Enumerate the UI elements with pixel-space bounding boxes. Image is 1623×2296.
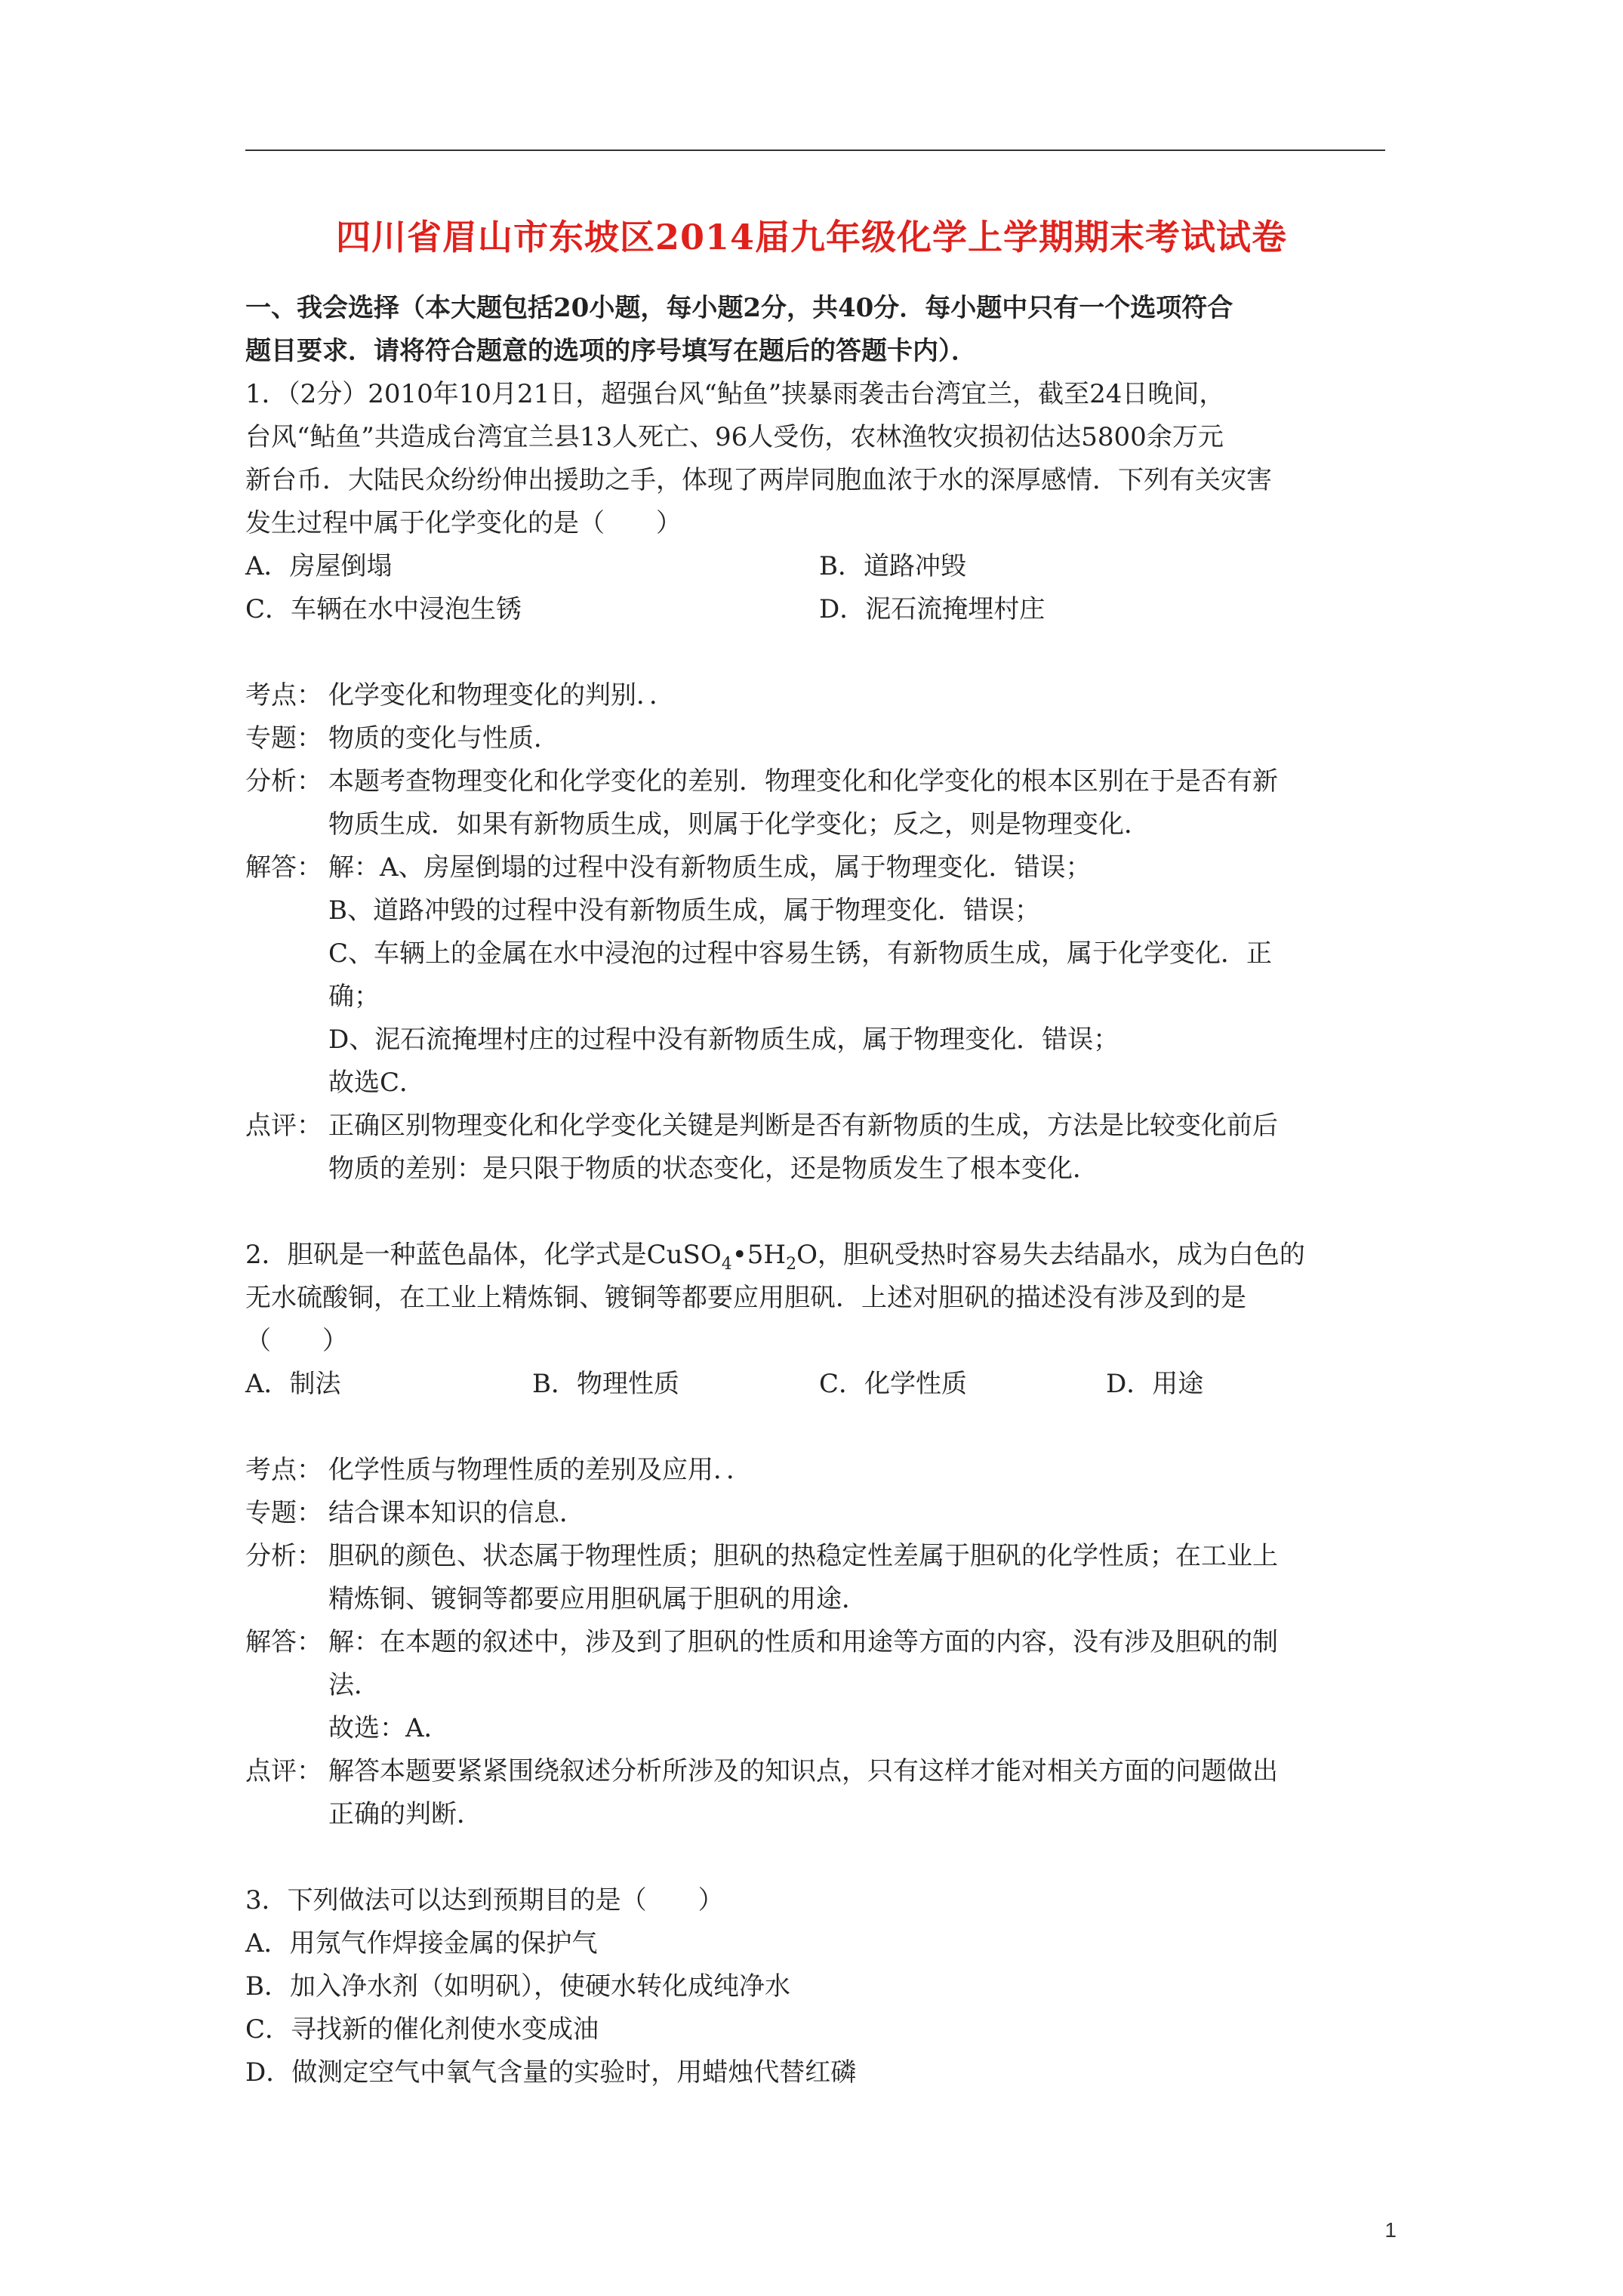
section-heading-line: 题目要求．请将符合题意的选项的序号填写在题后的答题卡内）． <box>245 336 977 366</box>
zhuanti-label: 专题： <box>245 723 322 754</box>
dianping-label: 点评： <box>245 1756 322 1786</box>
option-d: D．用途 <box>1106 1369 1204 1399</box>
q2-subscript: 4 <box>721 1254 732 1274</box>
q2-zhuanti <box>245 1492 1393 1535</box>
jieda-label: 解答： <box>245 852 322 883</box>
q2-jieda <box>245 1621 1393 1750</box>
section-heading-line: 一、我会选择（本大题包括20小题，每小题2分，共40分．每小题中只有一个选项符合 <box>245 293 1233 323</box>
question-1-options-row <box>245 545 1393 588</box>
q2-subscript: 2 <box>786 1254 797 1274</box>
fenxi-text: 本题考查物理变化和化学变化的差别．物理变化和化学变化的根本区别在于是否有新 <box>328 766 1278 797</box>
dianping-label: 点评： <box>245 1111 322 1141</box>
dianping-text: 物质的差别：是只限于物质的状态变化，还是物质发生了根本变化． <box>328 1154 1098 1184</box>
spacer <box>245 631 1393 674</box>
option-c: C．车辆在水中浸泡生锈 <box>245 594 522 624</box>
dianping-text: 正确区别物理变化和化学变化关键是判断是否有新物质的生成，方法是比较变化前后 <box>328 1111 1278 1141</box>
question-1-stem: 台风“鲇鱼”共造成台湾宜兰县13人死亡、96人受伤，农林渔牧灾损初估达5800余万元 <box>245 422 1224 452</box>
option-b: B．道路冲毁 <box>819 551 966 581</box>
jieda-label: 解答： <box>245 1627 322 1657</box>
jieda-text: B、道路冲毁的过程中没有新物质生成，属于物理变化．错误； <box>328 895 1040 926</box>
q2-kaodian <box>245 1449 1393 1492</box>
question-2-stem: （ ） <box>245 1326 348 1356</box>
question-1-stem: 1．（2分）2010年10月21日，超强台风“鲇鱼”挟暴雨袭击台湾宜兰，截至24日晚间， <box>245 379 1225 409</box>
option-a: A．房屋倒塌 <box>245 551 393 581</box>
question-2-stem <box>245 1234 1393 1277</box>
q1-fenxi <box>245 760 1393 846</box>
dianping-text: 解答本题要紧紧围绕叙述分析所涉及的知识点，只有这样才能对相关方面的问题做出 <box>328 1756 1278 1786</box>
option-b: B．加入净水剂（如明矾），使硬水转化成纯净水 <box>245 1971 790 2002</box>
fenxi-text: 精炼铜、镀铜等都要应用胆矾属于胆矾的用途． <box>328 1584 867 1614</box>
dianping-text: 正确的判断． <box>328 1799 482 1829</box>
q2-stem-part: 2．胆矾是一种蓝色晶体，化学式是CuSO <box>245 1240 722 1270</box>
fenxi-label: 分析： <box>245 766 322 797</box>
page-title: 四川省眉山市东坡区2014届九年级化学上学期期末考试试卷 <box>335 217 1288 257</box>
option-c: C．寻找新的催化剂使水变成油 <box>245 2014 599 2045</box>
jieda-text: 故选C． <box>328 1068 426 1098</box>
jieda-text: 确； <box>328 982 380 1012</box>
question-1-options-row <box>245 588 1393 631</box>
fenxi-text: 胆矾的颜色、状态属于物理性质；胆矾的热稳定性差属于胆矾的化学性质；在工业上 <box>328 1541 1278 1571</box>
document-body <box>245 287 1393 2094</box>
page-number: 1 <box>1384 2218 1397 2242</box>
q2-fenxi <box>245 1535 1393 1621</box>
jieda-text: 解：在本题的叙述中，涉及到了胆矾的性质和用途等方面的内容，没有涉及胆矾的制 <box>328 1627 1278 1657</box>
q2-stem-part: •5H <box>731 1240 787 1270</box>
kaodian-text: 化学性质与物理性质的差别及应用．． <box>328 1455 752 1485</box>
option-b: B．物理性质 <box>532 1369 679 1399</box>
zhuanti-text: 结合课本知识的信息． <box>328 1498 585 1528</box>
jieda-text: C、车辆上的金属在水中浸泡的过程中容易生锈，有新物质生成，属于化学变化．正 <box>328 938 1273 969</box>
spacer <box>245 1191 1393 1234</box>
jieda-text: 解：A、房屋倒塌的过程中没有新物质生成，属于物理变化．错误； <box>328 852 1092 883</box>
fenxi-label: 分析： <box>245 1541 322 1571</box>
question-2-stem: 无水硫酸铜，在工业上精炼铜、镀铜等都要应用胆矾．上述对胆矾的描述没有涉及到的是 <box>245 1283 1246 1313</box>
q2-stem-part: O，胆矾受热时容易失去结晶水，成为白色的 <box>796 1240 1305 1270</box>
option-a: A．用氖气作焊接金属的保护气 <box>245 1928 598 1959</box>
option-a: A．制法 <box>245 1369 341 1399</box>
q1-kaodian <box>245 674 1393 717</box>
option-d: D．做测定空气中氧气含量的实验时，用蜡烛代替红磷 <box>245 2057 857 2088</box>
zhuanti-label: 专题： <box>245 1498 322 1528</box>
question-3-stem: 3．下列做法可以达到预期目的是（ ） <box>245 1885 724 1915</box>
q1-zhuanti <box>245 717 1393 760</box>
question-1-stem: 新台币．大陆民众纷纷伸出援助之手，体现了两岸同胞血浓于水的深厚感情．下列有关灾害 <box>245 465 1272 495</box>
option-d: D．泥石流掩埋村庄 <box>819 594 1046 624</box>
jieda-text: D、泥石流掩埋村庄的过程中没有新物质生成，属于物理变化．错误； <box>328 1025 1119 1055</box>
header-rule <box>245 149 1385 151</box>
kaodian-label: 考点： <box>245 680 322 710</box>
jieda-text: 法． <box>328 1670 380 1700</box>
kaodian-label: 考点： <box>245 1455 322 1485</box>
spacer <box>245 1836 1393 1879</box>
kaodian-text: 化学变化和物理变化的判别．． <box>328 680 675 710</box>
question-1-stem: 发生过程中属于化学变化的是（ ） <box>245 508 682 538</box>
q2-dianping <box>245 1750 1393 1836</box>
spacer <box>245 1406 1393 1449</box>
jieda-text: 故选：A． <box>328 1713 450 1743</box>
fenxi-text: 物质生成．如果有新物质生成，则属于化学变化；反之，则是物理变化． <box>328 809 1150 840</box>
q1-dianping <box>245 1105 1393 1191</box>
q1-jieda <box>245 846 1393 1105</box>
question-2-options-row <box>245 1363 1393 1406</box>
option-c: C．化学性质 <box>819 1369 968 1399</box>
zhuanti-text: 物质的变化与性质． <box>328 723 559 754</box>
